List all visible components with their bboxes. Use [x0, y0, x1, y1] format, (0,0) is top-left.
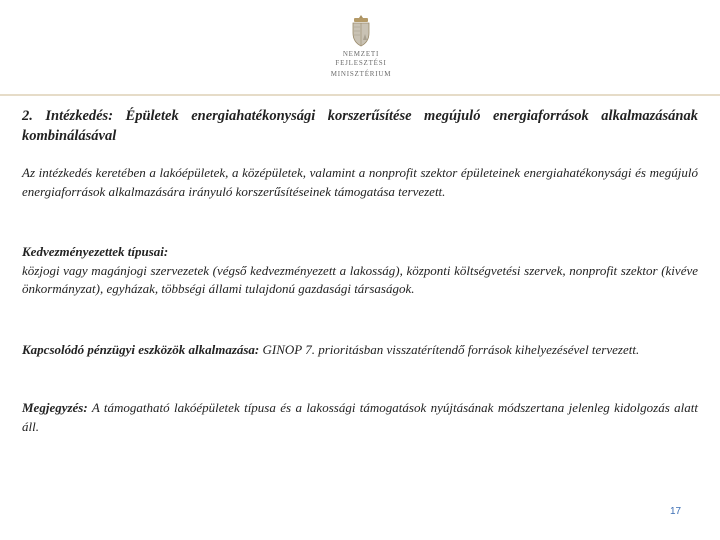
beneficiaries-text: közjogi vagy magánjogi szervezetek (végső kedvezményezett a lakosság), központi költségvetési szervek, nonprofit szektor (kivéve önkormányzat), egyházak, többségi állami tulajdonú gazdasági társaságok. — [22, 262, 698, 296]
note-text: A támogatható lakóépületek típusa és a lakossági támogatások nyújtásának módszertana jelenleg kidolgozás alatt áll. — [22, 400, 698, 434]
logo-line-2: MINISZTÉRIUM — [330, 70, 392, 78]
beneficiaries-label: Kedvezményezettek típusai: — [22, 244, 169, 259]
ministry-logo — [316, 14, 406, 84]
header-divider — [0, 94, 720, 96]
note-label: Megjegyzés: — [22, 400, 88, 415]
financial-tools-text: GINOP 7. prioritásban visszatérítendő források kihelyezésével tervezett. — [262, 342, 640, 357]
hungarian-coat-of-arms-icon — [349, 14, 373, 48]
financial-tools-paragraph — [22, 341, 698, 360]
note-paragraph — [22, 399, 698, 436]
financial-tools-label: Kapcsolódó pénzügyi eszközök alkalmazása: — [22, 342, 260, 357]
beneficiaries-paragraph — [22, 243, 698, 299]
intro-text: Az intézkedés keretében a lakóépületek, a középületek, valamint a nonprofit szektor épületeinek energiahatékonysági és megújuló energiaforrások alkalmazására irányuló korszerűsítéseinek támogatása tervezett. — [22, 165, 698, 199]
logo-line-1: NEMZETI FEJLESZTÉSI — [335, 50, 387, 67]
slide-title: 2. Intézkedés: Épületek energiahatékonysági korszerűsítése megújuló energiaforrások alkalmazásának kombinálásával — [22, 108, 698, 144]
page-number: 17 — [670, 506, 682, 517]
intro-paragraph — [22, 164, 698, 201]
